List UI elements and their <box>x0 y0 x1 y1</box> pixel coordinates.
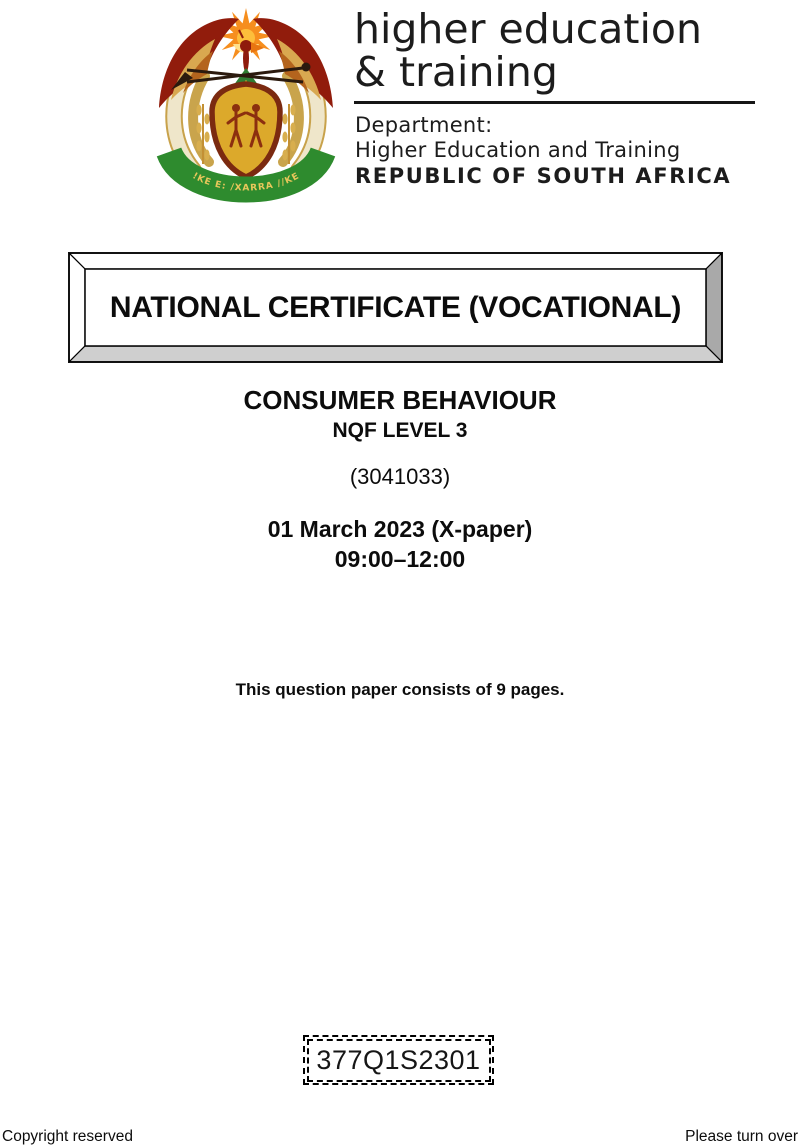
copyright-note: Copyright reserved <box>2 1128 133 1145</box>
shield-icon <box>212 84 280 177</box>
exam-time: 09:00–12:00 <box>334 546 466 572</box>
motto-text: !KE E: /XARRA //KE <box>190 171 302 194</box>
exam-date: 01 March 2023 (X-paper) <box>267 516 533 542</box>
brand-wordmark <box>354 5 760 96</box>
department-label: Department: <box>355 113 493 137</box>
certificate-title: NATIONAL CERTIFICATE (VOCATIONAL) <box>109 290 682 324</box>
header-divider <box>354 101 755 104</box>
certificate-banner <box>68 252 723 363</box>
department-name: Higher Education and Training <box>355 138 681 162</box>
paper-code-box <box>303 1035 494 1085</box>
paper-code: (3041033) <box>349 464 451 489</box>
subject-title: CONSUMER BEHAVIOUR <box>243 385 557 415</box>
coat-of-arms-icon <box>153 6 339 216</box>
pages-note: This question paper consists of 9 pages. <box>235 680 565 699</box>
brand-line-2: & training <box>354 48 558 96</box>
department-block <box>355 113 731 189</box>
country-name: REPUBLIC OF SOUTH AFRICA <box>355 164 732 188</box>
turn-over-note: Please turn over <box>685 1128 798 1145</box>
paper-code-value: 377Q1S2301 <box>307 1039 491 1082</box>
nqf-level: NQF LEVEL 3 <box>332 419 468 442</box>
brand-line-1: higher education <box>354 5 702 53</box>
